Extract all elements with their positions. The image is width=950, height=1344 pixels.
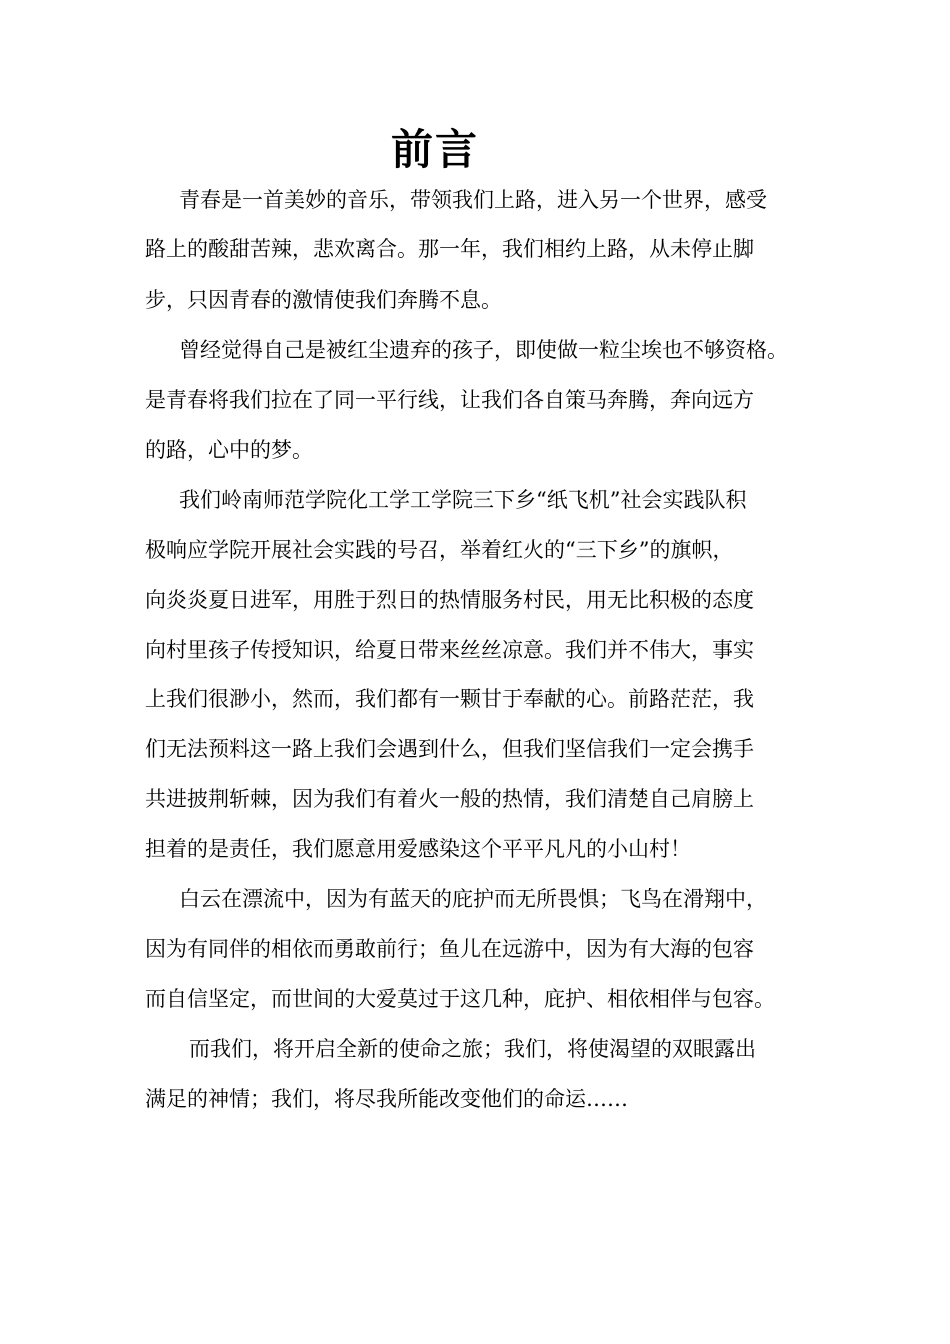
paragraph-1-line-3: 步，只因青春的激情使我们奔腾不息。 xyxy=(145,288,502,312)
paragraph-4-line-1: 白云在漂流中，因为有蓝天的庇护而无所畏惧；飞鸟在滑翔中， xyxy=(179,887,767,911)
paragraph-3-line-5: 上我们很渺小，然而，我们都有一颗甘于奉献的心。前路茫茫，我 xyxy=(145,687,754,711)
paragraph-3-line-6: 们无法预料这一路上我们会遇到什么，但我们坚信我们一定会携手 xyxy=(145,737,754,761)
paragraph-4-line-3: 而自信坚定，而世间的大爱莫过于这几种，庇护、相依相伴与包容。 xyxy=(145,987,775,1011)
paragraph-5-line-2: 满足的神情；我们，将尽我所能改变他们的命运…… xyxy=(145,1087,628,1111)
page-title: 前言 xyxy=(390,125,479,174)
paragraph-2-line-3: 的路，心中的梦。 xyxy=(145,438,313,462)
paragraph-1-line-1: 青春是一首美妙的音乐，带领我们上路，进入另一个世界，感受 xyxy=(179,188,767,212)
paragraph-2-line-1: 曾经觉得自己是被红尘遗弃的孩子，即使做一粒尘埃也不够资格。 xyxy=(179,338,788,362)
paragraph-3-line-2: 极响应学院开展社会实践的号召，举着红火的“三下乡”的旗帜， xyxy=(145,538,734,562)
paragraph-3-line-1: 我们岭南师范学院化工学工学院三下乡“纸飞机”社会实践队积 xyxy=(179,488,747,512)
paragraph-4-line-2: 因为有同伴的相依而勇敢前行；鱼儿在远游中，因为有大海的包容 xyxy=(145,937,754,961)
paragraph-3-line-8: 担着的是责任，我们愿意用爱感染这个平平凡凡的小山村！ xyxy=(145,837,691,861)
paragraph-3-line-7: 共进披荆斩棘，因为我们有着火一般的热情，我们清楚自己肩膀上 xyxy=(145,787,754,811)
paragraph-2-line-2: 是青春将我们拉在了同一平行线，让我们各自策马奔腾，奔向远方 xyxy=(145,388,754,412)
paragraph-1-line-2: 路上的酸甜苦辣，悲欢离合。那一年，我们相约上路，从未停止脚 xyxy=(145,237,754,261)
paragraph-5-line-1: 而我们，将开启全新的使命之旅；我们，将使渴望的双眼露出 xyxy=(189,1037,756,1061)
paragraph-3-line-3: 向炎炎夏日进军，用胜于烈日的热情服务村民，用无比积极的态度 xyxy=(145,588,754,612)
paragraph-3-line-4: 向村里孩子传授知识，给夏日带来丝丝凉意。我们并不伟大，事实 xyxy=(145,638,754,662)
